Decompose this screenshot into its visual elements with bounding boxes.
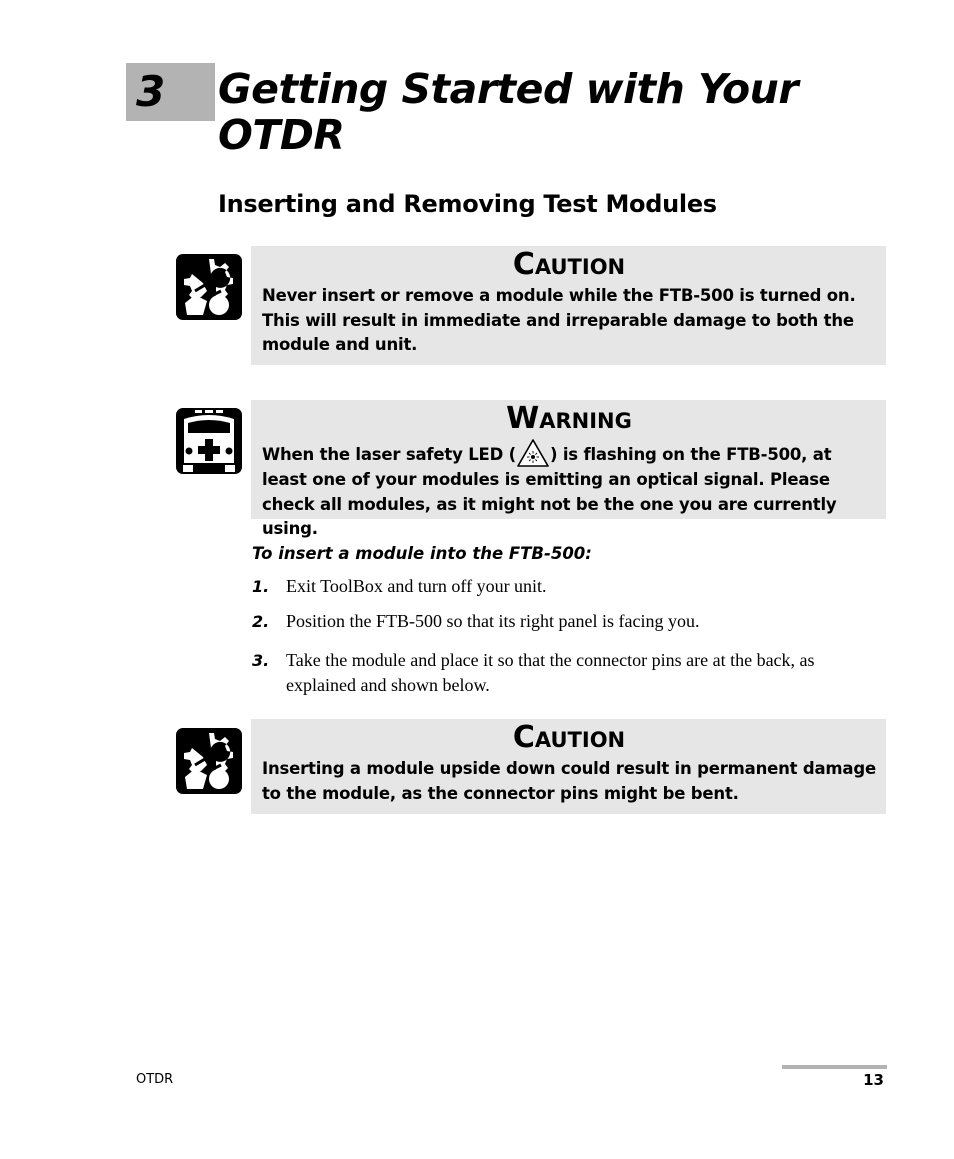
warning-text <box>262 438 876 542</box>
warning-ambulance-icon <box>175 407 243 475</box>
caution-text: Inserting a module upside down could result in permanent damage to the module, as the connector pins might be bent. <box>262 759 876 803</box>
chapter-number: 3 <box>136 67 166 116</box>
step-text: Position the FTB-500 so that its right panel is facing you. <box>286 611 700 631</box>
caution-box <box>251 246 886 365</box>
caution-gear-icon <box>175 253 243 321</box>
step-text: Exit ToolBox and turn off your unit. <box>286 576 547 596</box>
warning-box <box>251 400 886 538</box>
warning-text-after: ) is flashing on the FTB-500, at least one of your modules is emitting an optical signal. Please check all modules, as it might not be the one you are currently using. <box>262 445 837 538</box>
step-number: 3. <box>252 651 270 670</box>
caution-heading: Caution <box>512 720 626 755</box>
laser-safety-icon <box>516 438 550 468</box>
caution-gear-icon <box>175 727 243 795</box>
step-number: 2. <box>252 612 270 631</box>
chapter-title: Getting Started with Your OTDR <box>218 65 799 159</box>
step-text: Take the module and place it so that the connector pins are at the back, as explained and shown below. <box>286 650 815 695</box>
section-title: Inserting and Removing Test Modules <box>218 190 717 218</box>
footer-doc-title: OTDR <box>136 1072 174 1087</box>
footer-rule <box>782 1065 887 1069</box>
procedure-title: To insert a module into the FTB-500: <box>252 544 592 563</box>
warning-heading: Warning <box>506 401 632 436</box>
caution-heading: Caution <box>512 247 626 282</box>
warning-text-before: When the laser safety LED ( <box>262 445 516 464</box>
caution-box <box>251 719 886 814</box>
step-number: 1. <box>252 577 270 596</box>
page-number: 13 <box>863 1071 884 1089</box>
caution-text: Never insert or remove a module while the FTB-500 is turned on. This will result in immediate and irreparable damage to both the module and unit. <box>262 286 856 354</box>
